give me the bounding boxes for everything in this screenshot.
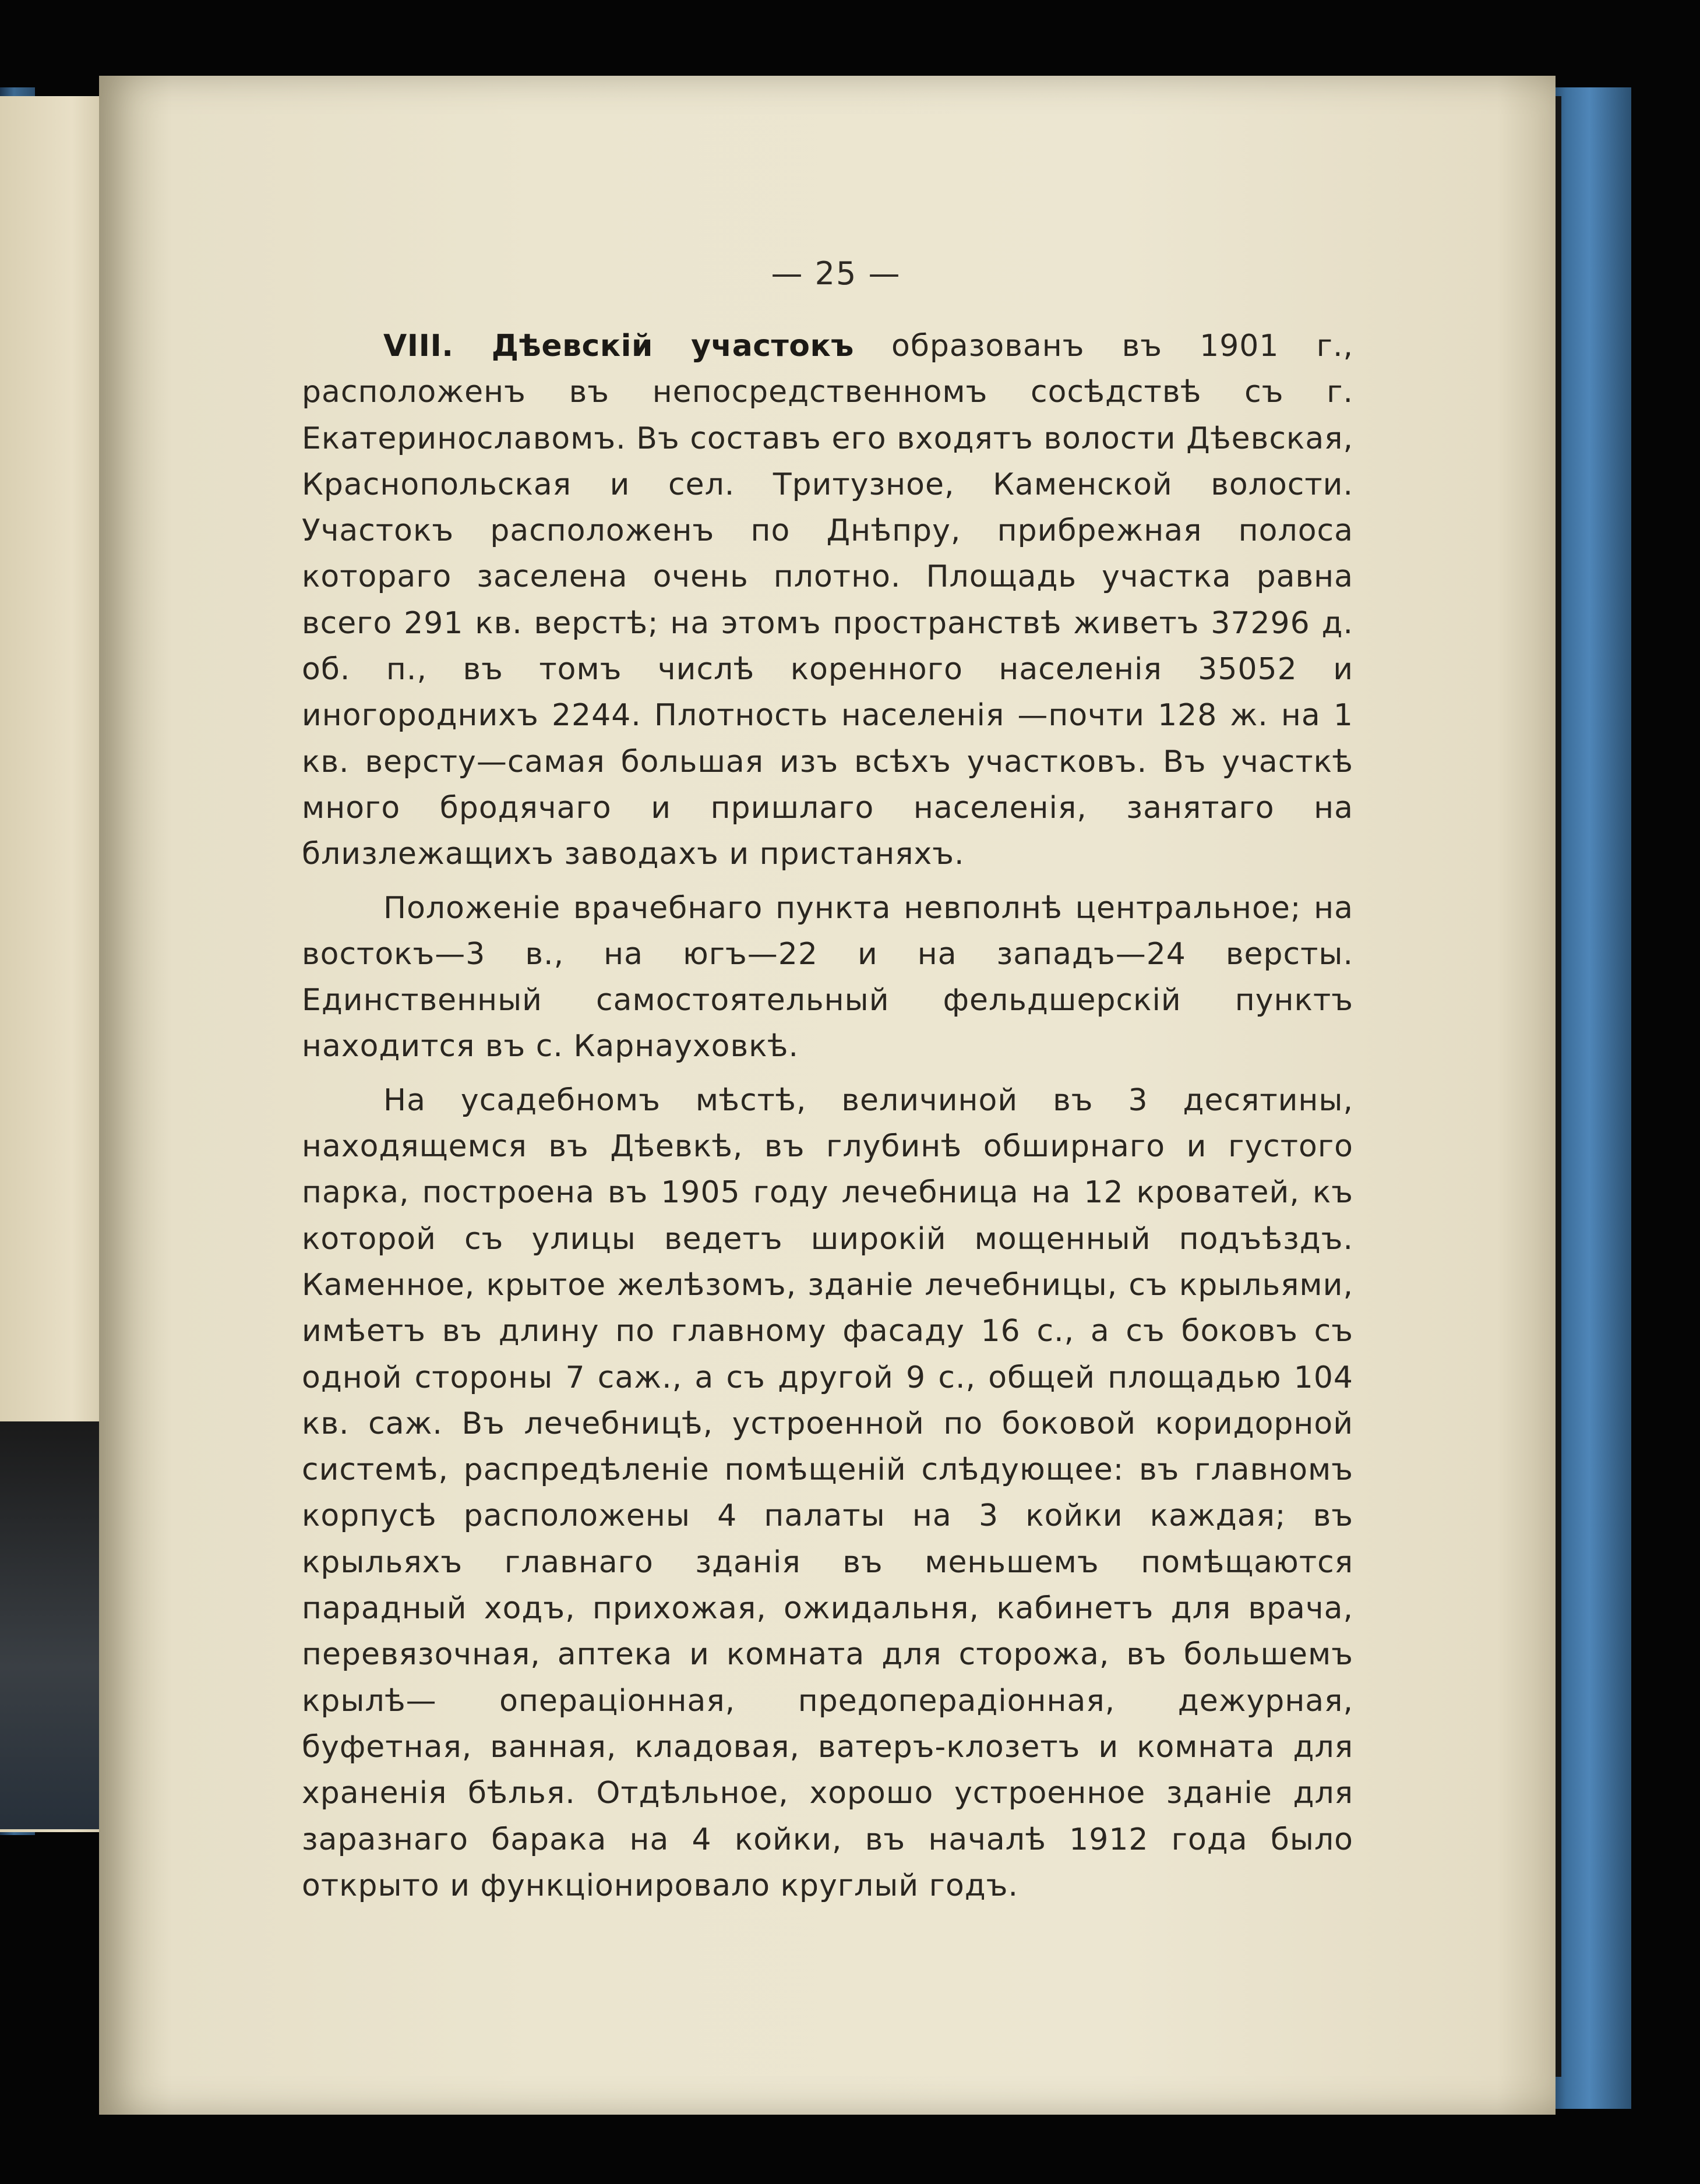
paragraph-3: На усадебномъ мѣстѣ, величиной въ 3 десятины, находящемся въ Дѣевкѣ, въ глубинѣ обширнаго и густого парка, построена въ 1905 году лечебница на 12 кроватей, къ которой съ улицы ведетъ широкій мощенный подъѣздъ. Каменное, крытое желѣзомъ, зданіе лечебницы, съ крыльями, имѣетъ въ длину по главному фасаду 16 с., а съ боковъ съ одной стороны 7 саж., а съ другой 9 с., общей площадью 104 кв. саж. Въ лечебницѣ, устроенной по боковой коридорной системѣ, распредѣленіе помѣщеній слѣдующее: въ главномъ корпусѣ расположены 4 палаты на 3 койки каждая; въ крыльяхъ главнаго зданія въ меньшемъ помѣщаются парадный ходъ, прихожая, ожидальня, кабинетъ для врача, перевязочная, аптека и комната для сторожа, въ большемъ крылѣ— операціонная, предоперадіонная, дежурная, буфетная, ванная, кладовая, ватеръ-клозетъ и комната для храненія бѣлья. Отдѣльное, хорошо устроенное зданіе для заразнаго барака на 4 койки, въ началѣ 1912 года было открыто и функціонировало круглый годъ.: [302, 1082, 1353, 1903]
paragraph-2: Положеніе врачебнаго пункта невполнѣ центральное; на востокъ—3 в., на югъ—22 и на западъ—24 версты. Единственный самостоятельный фельдшерскій пунктъ находится въ с. Карнауховкѣ.: [302, 890, 1353, 1064]
paragraph-1-text: образованъ въ 1901 г., расположенъ въ непосредственномъ сосѣдствѣ съ г. Екатеринославомъ. Въ составъ его входятъ волости Дѣевская, Краснопольская и сел. Тритузное, Каменской волости. Участокъ расположенъ по Днѣпру, прибрежная полоса котораго заселена очень плотно. Площадь участка равна всего 291 кв. верстѣ; на этомъ пространствѣ живетъ 37296 д. об. п., въ томъ числѣ коренного населенія 35052 и иногороднихъ 2244. Плотность населенія —почти 128 ж. на 1 кв. версту—самая большая изъ всѣхъ участковъ. Въ участкѣ много бродячаго и пришлаго населенія, занятаго на близлежащихъ заводахъ и пристаняхъ.: [302, 329, 1353, 872]
page-number: — 25 —: [771, 255, 901, 292]
section-heading: VIII. Дѣевскій участокъ: [383, 329, 854, 364]
paragraph-1: [302, 323, 1353, 878]
page-text: [302, 323, 1353, 1909]
